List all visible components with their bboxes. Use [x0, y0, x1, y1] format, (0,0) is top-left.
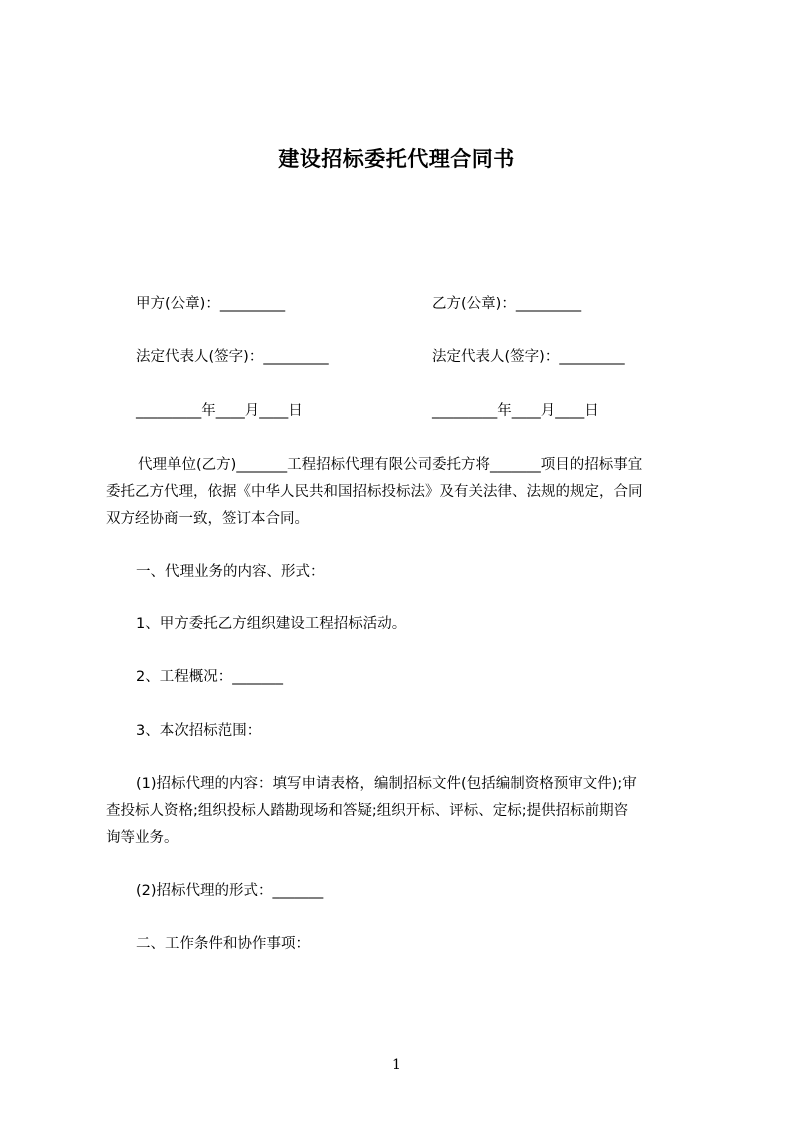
party-b-seal: 乙方(公章)：_________ [432, 296, 582, 312]
section-2-heading: 二、工作条件和协作事项： [136, 936, 310, 952]
sub-item-2: (2)招标代理的形式：_______ [136, 883, 324, 899]
sub-item-1-line-3: 询等业务。 [106, 830, 179, 846]
party-b-date: _________年____月____日 [432, 403, 599, 419]
party-b-representative: 法定代表人(签字)：_________ [432, 349, 625, 365]
party-a-representative: 法定代表人(签字)：_________ [136, 349, 329, 365]
item-3: 3、本次招标范围： [136, 723, 262, 739]
page-number: 1 [392, 1057, 401, 1073]
party-a-seal: 甲方(公章)：_________ [136, 296, 286, 312]
intro-line-3: 双方经协商一致，签订本合同。 [106, 511, 309, 527]
item-2: 2、工程概况：_______ [136, 669, 283, 685]
document-title: 建设招标委托代理合同书 [278, 147, 515, 171]
section-1-heading: 一、代理业务的内容、形式： [136, 564, 325, 580]
intro-line-2: 委托乙方代理，依据《中华人民共和国招标投标法》及有关法律、法规的规定，合同 [106, 484, 643, 500]
intro-line-1: 代理单位(乙方)_______工程招标代理有限公司委托方将_______项目的招标事宜 [138, 457, 643, 473]
sub-item-1-line-1: (1)招标代理的内容：填写申请表格，编制招标文件(包括编制资格预审文件);审 [136, 776, 637, 792]
item-1: 1、甲方委托乙方组织建设工程招标活动。 [136, 616, 407, 632]
party-a-date: _________年____月____日 [136, 403, 303, 419]
sub-item-1-line-2: 查投标人资格;组织投标人踏勘现场和答疑;组织开标、评标、定标;提供招标前期咨 [106, 803, 629, 819]
